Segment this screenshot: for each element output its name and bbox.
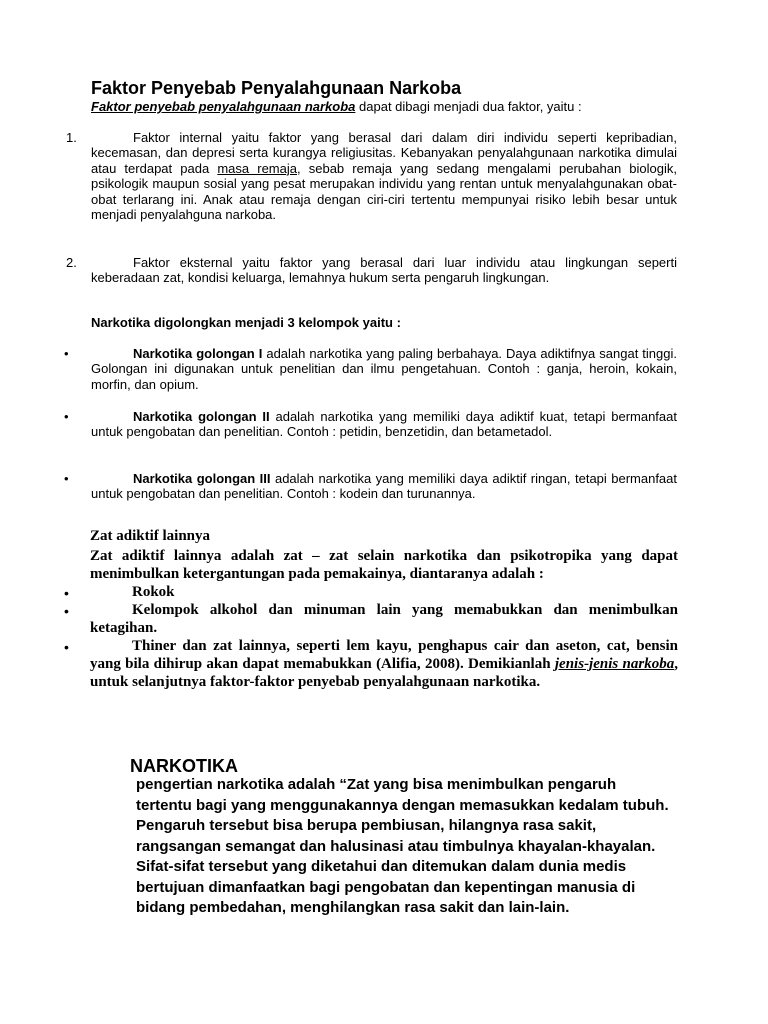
bullet-icon: • (64, 471, 69, 486)
intro-emphasis[interactable]: Faktor penyebab penyalahgunaan narkoba (91, 99, 356, 114)
factor-1-number: 1. (66, 130, 77, 145)
factor-1-paragraph (91, 130, 677, 222)
zat-item-rokok: Rokok (132, 584, 175, 600)
group-2-name: Narkotika golongan II (133, 409, 270, 424)
factor-1-text-after: , sebab remaja yang sedang mengalami perubahan biologik, psikologik maupun sosial yang pesat merupakan individu yang rentan untuk menyalahgunakan obat-obat terlarang ini. Anak atau remaja dengan ciri-ciri tertentu mempunyai risiko lebih besar untuk menjadi penyalahguna narkoba. (91, 160, 677, 223)
group-2-item (91, 409, 677, 440)
bullet-icon: • (64, 639, 69, 655)
group-3-name: Narkotika golongan III (133, 471, 271, 486)
factor-2-number: 2. (66, 255, 77, 270)
zat-item-thiner-after: , untuk selanjutnya faktor-faktor penyebab penyalahgunaan narkotika. (90, 656, 678, 690)
groups-heading: Narkotika digolongkan menjadi 3 kelompok yaitu : (91, 315, 401, 330)
factor-1-text-before: Faktor internal yaitu faktor yang berasal dari dalam diri individu seperti kepribadian, kecemasan, dan depresi serta kurangya religiusitas. Kebanyakan penyalahgunaan narkotika dimulai atau terdapat pada (91, 130, 677, 176)
intro-line (91, 99, 582, 114)
intro-rest: dapat dibagi menjadi dua faktor, yaitu : (355, 99, 582, 114)
jenis-jenis-narkoba-link[interactable]: jenis-jenis narkoba (554, 656, 675, 672)
zat-item-thiner-before: Thiner dan zat lainnya, seperti lem kayu, penghapus cair dan aseton, cat, bensin yang bila dihirup akan dapat memabukkan (Alifia, 2008). Demikianlah (90, 638, 678, 672)
group-1-item (91, 346, 677, 392)
group-1-text: adalah narkotika yang paling berbahaya. Daya adiktifnya sangat tinggi. Golongan ini digunakan untuk penelitian dan ilmu pengetahuan. Contoh : ganja, heroin, kokain, morfin, dan opium. (91, 346, 677, 392)
group-3-item (91, 471, 677, 502)
zat-item-alkohol: Kelompok alkohol dan minuman lain yang memabukkan dan menimbulkan ketagihan. (90, 602, 678, 636)
zat-intro: Zat adiktif lainnya adalah zat – zat selain narkotika dan psikotropika yang dapat menimbulkan ketergantungan pada pemakainya, diantaranya adalah : (90, 548, 678, 582)
zat-title: Zat adiktif lainnya (90, 528, 211, 544)
page-title: Faktor Penyebab Penyalahgunaan Narkoba (91, 78, 462, 98)
group-1-name: Narkotika golongan I (133, 346, 263, 361)
bullet-icon: • (64, 603, 69, 619)
zat-item-thiner (90, 637, 678, 691)
narkotika-body: pengertian narkotika adalah “Zat yang bisa menimbulkan pengaruh tertentu bagi yang menggunakannya dengan memasukkan kedalam tubuh. Pengaruh tersebut bisa berupa pembiusan, hilangnya rasa sakit, rangsangan semangat dan halusinasi atau timbulnya khayalan-khayalan. Sifat-sifat tersebut yang diketahui dan ditemukan dalam dunia medis bertujuan dimanfaatkan bagi pengobatan dan kepentingan manusia di bidang pembedahan, menghilangkan rasa sakit dan lain-lain. (136, 776, 669, 916)
narkotika-title: NARKOTIKA (130, 756, 238, 776)
group-3-text: adalah narkotika yang memiliki daya adiktif ringan, tetapi bermanfaat untuk pengobatan dan penelitian. Contoh : kodein dan turunannya. (91, 471, 678, 502)
masa-remaja-link[interactable]: masa remaja (217, 160, 297, 176)
factor-2-paragraph: Faktor eksternal yaitu faktor yang berasal dari luar individu atau lingkungan seperti keberadaan zat, kondisi keluarga, lemahnya hukum serta pengaruh lingkungan. (91, 255, 677, 286)
bullet-icon: • (64, 585, 69, 601)
bullet-icon: • (64, 409, 69, 424)
bullet-icon: • (64, 346, 69, 361)
group-2-text: adalah narkotika yang memiliki daya adiktif kuat, tetapi bermanfaat untuk pengobatan dan penelitian. Contoh : petidin, benzetidin, dan betametadol. (91, 409, 677, 440)
